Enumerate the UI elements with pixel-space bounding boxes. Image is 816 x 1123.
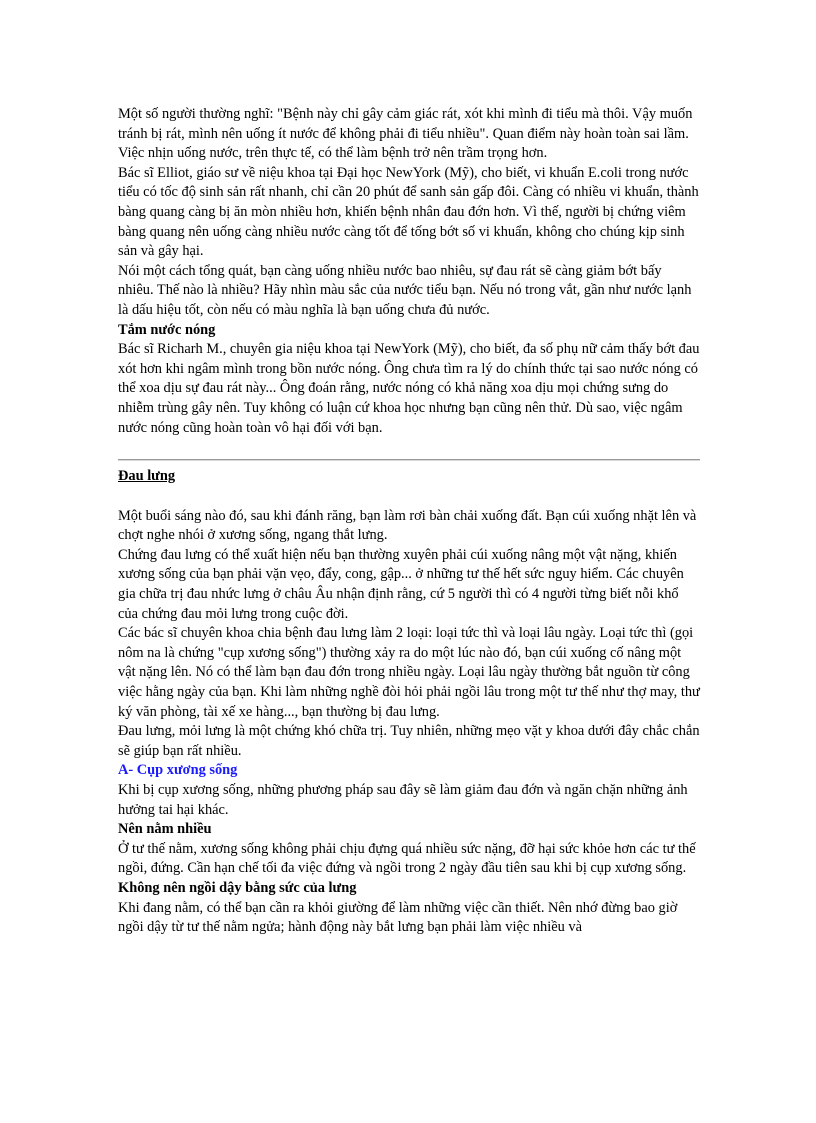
paragraph: Bác sĩ Elliot, giáo sư về niệu khoa tại Đại học NewYork (Mỹ), cho biết, vi khuẩn E.coli trong nước tiểu có tốc độ sinh sản rất nhanh, chỉ cần 20 phút để sanh sản gấp đôi. Càng có nhiều vi khuẩn, thành bàng quang càng bị ăn mòn nhiều hơn, khiến bệnh nhân đau đớn hơn. Vì thế, người bị chứng viêm bàng quang nên uống càng nhiều nước càng tốt để tống bớt số vi khuẩn, không cho chúng kịp sinh sản và gây hại. <box>118 164 699 260</box>
subheading: Không nên ngồi dậy bằng sức của lưng <box>118 879 357 896</box>
subheading: A- Cụp xương sống <box>118 762 238 779</box>
paragraph: Khi bị cụp xương sống, những phương pháp sau đây sẽ làm giảm đau đớn và ngăn chặn những ảnh hưởng tai hại khác. <box>118 782 688 818</box>
paragraph: Một số người thường nghĩ: "Bệnh này chỉ gây cảm giác rát, xót khi mình đi tiểu mà thôi. Vậy muốn tránh bị rát, mình nên uống ít nước để không phải đi tiểu nhiều". Quan điểm này hoàn toàn sai lầm. Việc nhịn uống nước, trên thực tế, có thể làm bệnh trở nên trầm trọng hơn. <box>118 106 693 162</box>
document-page <box>118 105 700 938</box>
paragraph: Chứng đau lưng có thể xuất hiện nếu bạn thường xuyên phải cúi xuống nâng một vật nặng, khiến xương sống của bạn phải vặn vẹo, đẩy, cong, gập... ở những tư thế hết sức nguy hiểm. Các chuyên gia chữa trị đau nhức lưng ở châu Âu nhận định rằng, cứ 5 người thì có 4 người từng biết nỗi khổ của chứng đau mỏi lưng trong cuộc đời. <box>118 546 684 622</box>
paragraph: Một buổi sáng nào đó, sau khi đánh răng, bạn làm rơi bàn chải xuống đất. Bạn cúi xuống nhặt lên và chợt nghe nhói ở xương sống, ngang thắt lưng. <box>118 507 697 544</box>
subheading: Tắm nước nóng <box>118 321 216 338</box>
section-title: Đau lưng <box>118 468 176 485</box>
spacer <box>118 487 700 507</box>
paragraph: Đau lưng, mỏi lưng là một chứng khó chữa trị. Tuy nhiên, những mẹo vặt y khoa dưới đây chắc chắn sẽ giúp bạn rất nhiều. <box>118 723 700 759</box>
paragraph: Nói một cách tổng quát, bạn càng uống nhiều nước bao nhiêu, sự đau rát sẽ càng giảm bớt bấy nhiêu. Thế nào là nhiều? Hãy nhìn màu sắc của nước tiểu bạn. Nếu nó trong vắt, gần như nước lạnh là dấu hiệu tốt, còn nếu có màu nghĩa là bạn uống chưa đủ nước. <box>118 262 692 318</box>
paragraph: Khi đang nằm, có thể bạn cần ra khỏi giường để làm những việc cần thiết. Nên nhớ đừng bao giờ ngồi dậy từ tư thế nằm ngửa; hành động này bắt lưng bạn phải làm việc nhiều và <box>118 899 678 936</box>
subheading: Nên nằm nhiều <box>118 821 212 838</box>
paragraph: Các bác sĩ chuyên khoa chia bệnh đau lưng làm 2 loại: loại tức thì và loại lâu ngày. Loại tức thì (gọi nôm na là chứng "cụp xương sống") thường xảy ra do một lúc nào đó, bạn cúi xuống cố nâng một vật nặng lên. Nó có thể làm bạn đau đớn trong nhiều ngày. Loại lâu ngày thường bắt nguồn từ công việc hằng ngày của bạn. Khi làm những nghề đòi hỏi phải ngồi lâu trong một tư thế như thợ may, thư ký văn phòng, tài xế xe hàng..., bạn thường bị đau lưng. <box>118 625 700 720</box>
paragraph: Bác sĩ Richarh M., chuyên gia niệu khoa tại NewYork (Mỹ), cho biết, đa số phụ nữ cảm thấy bớt đau xót hơn khi ngâm mình trong bồn nước nóng. Ông chưa tìm ra lý do chính thức tại sao nước nóng có thể xoa dịu sự đau rát này... Ông đoán rằng, nước nóng có khả năng xoa dịu mọi chứng sưng do nhiễm trùng gây nên. Tuy không có luận cứ khoa học nhưng bạn cũng nên thử. Dù sao, việc ngâm nước nóng cũng hoàn toàn vô hại đối với bạn. <box>118 341 700 436</box>
paragraph: Ở tư thế nằm, xương sống không phải chịu đựng quá nhiều sức nặng, đỡ hại sức khỏe hơn các tư thế ngồi, đứng. Cần hạn chế tối đa việc đứng và ngồi trong 2 ngày đầu tiên sau khi bị cụp xương sống. <box>118 840 696 877</box>
horizontal-divider <box>118 459 700 461</box>
